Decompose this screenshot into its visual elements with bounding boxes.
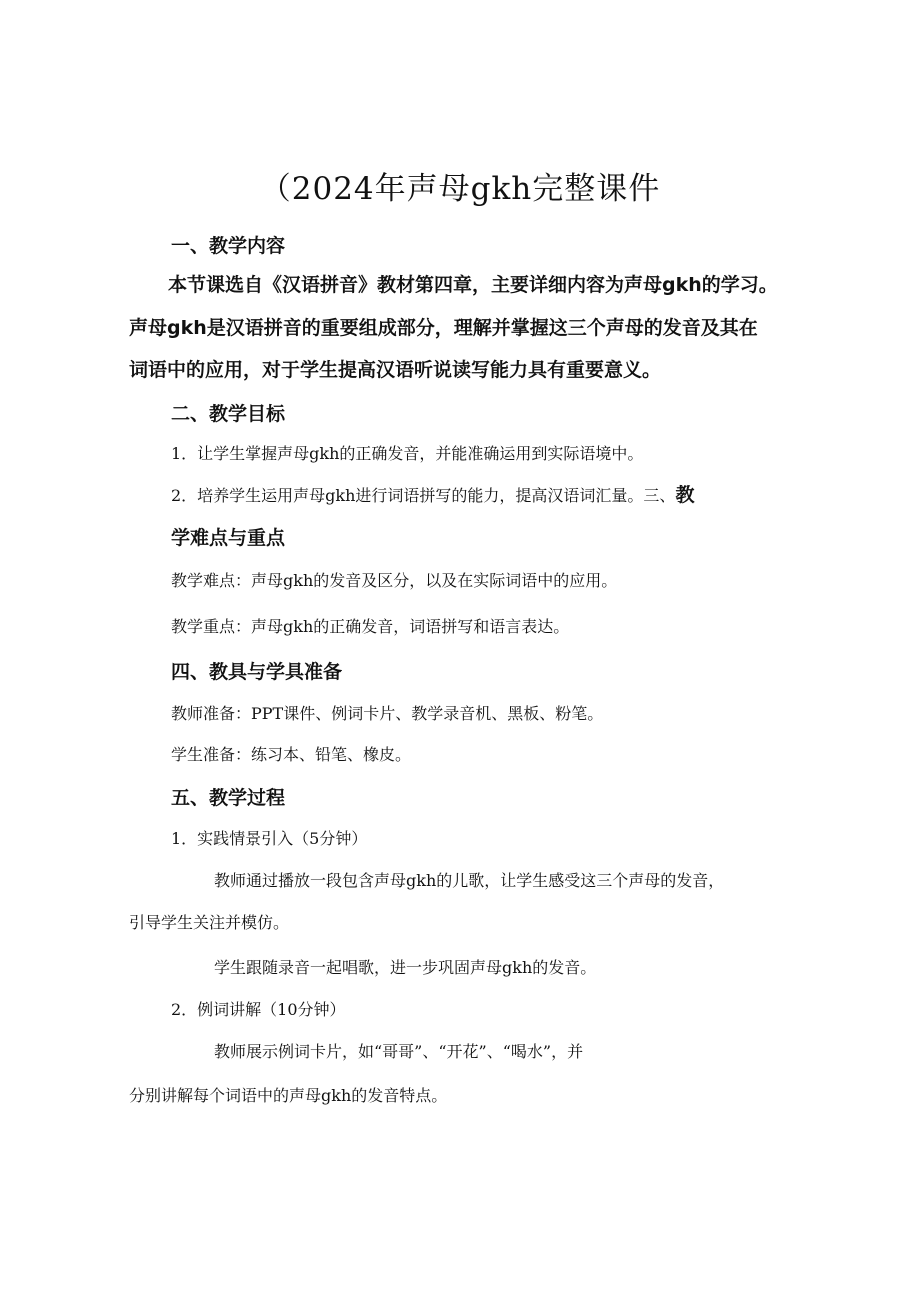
section-heading-difficulties: 学难点与重点 (171, 527, 286, 549)
section-heading-teaching-goals: 二、教学目标 (171, 403, 286, 425)
section-heading-difficulties-start: 教 (675, 484, 695, 506)
page-title: （2024年声母gkh完整课件 (259, 171, 661, 207)
section-heading-teaching-content: 一、教学内容 (171, 235, 286, 257)
intro-line-2: 声母gkh是汉语拼音的重要组成部分，理解并掌握这三个声母的发音及其在 (129, 317, 758, 339)
step-1-paragraph-1-line-1: 教师通过播放一段包含声母gkh的儿歌，让学生感受这三个声母的发音， (214, 871, 725, 890)
teacher-materials: 教师准备：PPT课件、例词卡片、教学录音机、黑板、粉笔。 (171, 704, 604, 723)
difficulty-text: 教学难点：声母gkh的发音及区分，以及在实际词语中的应用。 (171, 571, 618, 590)
section-heading-process: 五、教学过程 (171, 787, 286, 809)
step-1-paragraph-1-line-2: 引导学生关注并模仿。 (129, 913, 290, 932)
student-materials: 学生准备：练习本、铅笔、橡皮。 (171, 745, 412, 764)
step-2-paragraph-1-line-1: 教师展示例词卡片，如“哥哥”、“开花”、“喝水”，并 (214, 1042, 584, 1061)
step-1-paragraph-2: 学生跟随录音一起唱歌，进一步巩固声母gkh的发音。 (214, 958, 597, 977)
process-step-2: 2．例词讲解（10分钟） (171, 1000, 346, 1019)
process-step-1: 1．实践情景引入（5分钟） (171, 829, 368, 848)
key-point-text: 教学重点：声母gkh的正确发音，词语拼写和语言表达。 (171, 617, 570, 636)
goal-item-1: 1．让学生掌握声母gkh的正确发音，并能准确运用到实际语境中。 (171, 444, 644, 463)
intro-line-1: 本节课选自《汉语拼音》教材第四章，主要详细内容为声母gkh的学习。 (168, 274, 778, 296)
section-heading-materials: 四、教具与学具准备 (171, 661, 343, 683)
goal-item-2 (171, 480, 694, 507)
goal-item-2-text: 2．培养学生运用声母gkh进行词语拼写的能力，提高汉语词汇量。三、 (171, 486, 676, 505)
step-2-paragraph-1-line-2: 分别讲解每个词语中的声母gkh的发音特点。 (129, 1086, 448, 1105)
intro-line-3: 词语中的应用，对于学生提高汉语听说读写能力具有重要意义。 (129, 359, 662, 381)
